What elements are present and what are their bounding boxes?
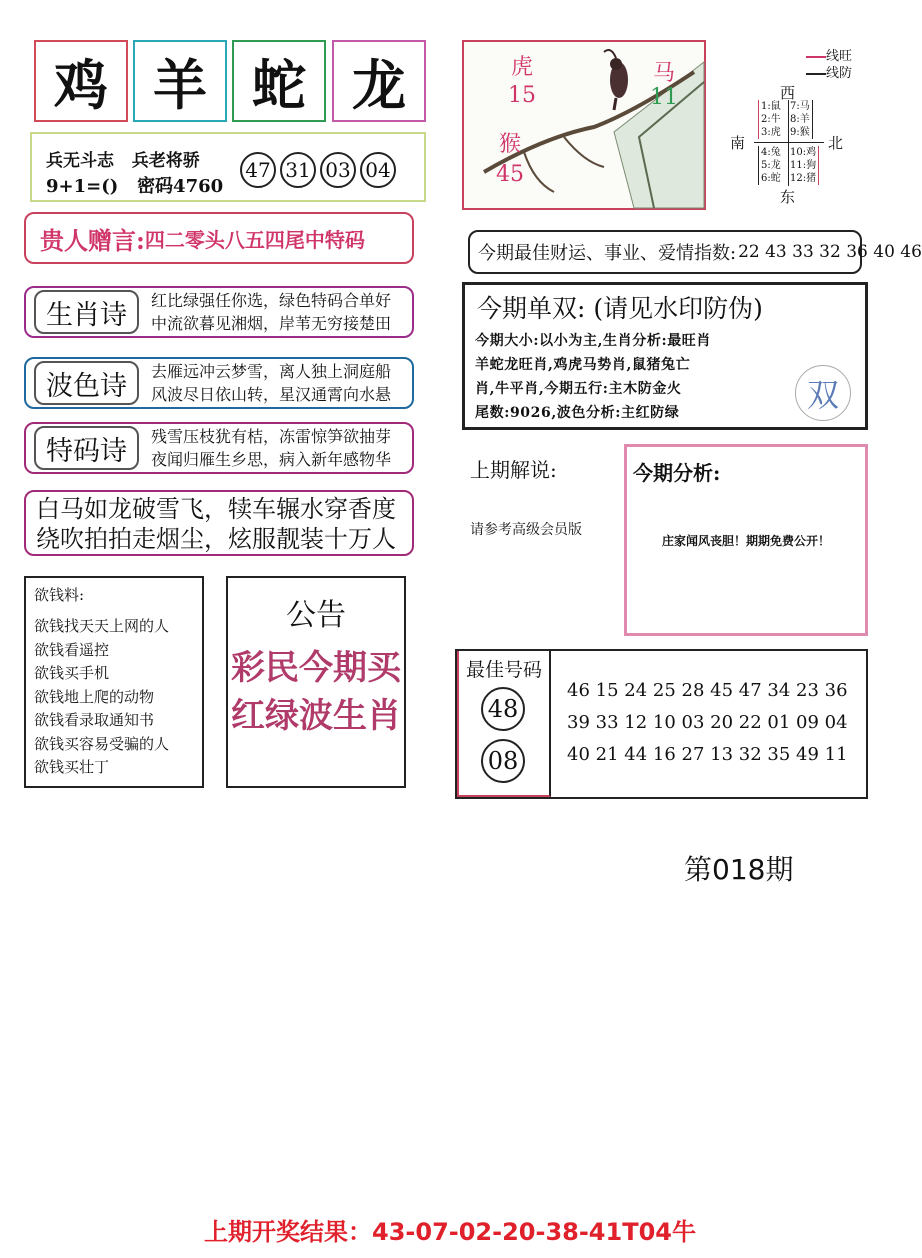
- list-item: 欲钱找天天上网的人: [34, 617, 170, 635]
- compass-entry: 2:牛: [761, 114, 781, 125]
- single-double-title: [477, 289, 763, 325]
- compass-entry: 7:马: [790, 101, 810, 112]
- number-circle: 31: [280, 152, 316, 188]
- compass-south: 南: [730, 134, 746, 152]
- compass-north: 北: [828, 134, 844, 152]
- money-box: [24, 576, 204, 788]
- compass-entry: 4:兔: [761, 147, 781, 158]
- last-result: 上期开奖结果：43-07-02-20-38-41T04牛: [204, 1218, 696, 1246]
- title-text: 今期单双:: [477, 294, 586, 323]
- zodiac-name: 猴: [498, 132, 521, 157]
- big-poem-box: [24, 490, 414, 556]
- gift-label: 贵人赠言:: [40, 225, 145, 255]
- best-numbers-box: [455, 649, 868, 799]
- info-number-circles: [240, 152, 400, 188]
- zodiac-number: 15: [508, 83, 536, 108]
- notice-line: 彩民今期买: [231, 648, 401, 688]
- zodiac-name: 虎: [510, 55, 533, 80]
- money-list: [34, 615, 202, 780]
- gift-box: [24, 212, 414, 264]
- fortune-label: 今期最佳财运、事业、爱情指数:: [478, 243, 737, 264]
- poem-text: [151, 425, 391, 471]
- fortune-box: [468, 230, 922, 274]
- watermark-circle: [795, 365, 851, 421]
- info-text: 9+1=(): [46, 176, 119, 197]
- line-legend: [806, 48, 852, 82]
- compass-entry: 10:鸡: [790, 147, 817, 158]
- best-circle: 48: [481, 687, 525, 731]
- last-explain-title: 上期解说:: [470, 458, 557, 482]
- compass-entry: 12:猪: [790, 173, 817, 184]
- big-poem-line: 绕吹拍拍走烟尘，炫服靓装十万人: [36, 525, 396, 553]
- list-item: 欲钱地上爬的动物: [34, 687, 155, 706]
- info-line-1: [46, 146, 200, 171]
- analysis-line: 肖,牛平肖,今期五行:主木防金火: [475, 381, 682, 397]
- fortune-numbers: 22 43 33 32 36 40 46: [738, 242, 922, 262]
- zodiac-name: 马: [652, 61, 675, 86]
- analysis-title: 今期分析:: [633, 461, 721, 485]
- poem-line: 中流欲暮见湘烟，岸苇无穷接楚田: [151, 314, 392, 333]
- compass-group: [758, 146, 781, 185]
- compass-vline: [788, 100, 789, 186]
- compass-west: 西: [780, 84, 796, 102]
- compass-hline: [754, 142, 824, 143]
- compass-group: [790, 146, 819, 185]
- legend-text: 线防: [826, 66, 853, 81]
- info-line-2: [46, 172, 223, 198]
- zodiac-box-4: [332, 40, 426, 122]
- horse-label: [650, 62, 678, 110]
- title-paren: (请见水印防伪): [593, 294, 763, 323]
- zodiac-box-2: [133, 40, 227, 122]
- compass: [730, 82, 850, 206]
- compass-entry: 6:蛇: [761, 173, 781, 184]
- analysis-line: 尾数:9026,波色分析:主红防绿: [475, 405, 680, 421]
- poem-label: 波色诗: [34, 361, 139, 405]
- poem-line: 去雁远冲云梦雪，离人独上洞庭船: [151, 362, 392, 381]
- poem-line: 夜闻归雁生乡思，病入新年感物华: [151, 450, 392, 469]
- best-numbers-left: [457, 651, 551, 797]
- number-circle: 47: [240, 152, 276, 188]
- compass-group: [758, 100, 781, 139]
- poem-line: 残雪压枝犹有桔，冻雷惊笋欲抽芽: [151, 427, 392, 446]
- money-title: 欲钱料:: [34, 586, 85, 604]
- painting-box: [462, 40, 706, 210]
- analysis-line: 今期大小:以小为主,生肖分析:最旺肖: [475, 333, 712, 349]
- compass-entry: 9:猴: [790, 127, 810, 138]
- last-explain: [470, 454, 620, 539]
- last-explain-text: 请参考高级会员版: [470, 522, 582, 538]
- poem-line: 风波尽日依山转，星汉通霄向水悬: [151, 385, 392, 404]
- special-poem-box: [24, 422, 414, 474]
- zodiac-char: 蛇: [252, 52, 306, 117]
- best-circle: 08: [481, 739, 525, 783]
- compass-entry: 3:虎: [761, 127, 781, 138]
- poem-line: 红比绿强任你选，绿色特码合单好: [151, 291, 392, 310]
- number-circle: 03: [320, 152, 356, 188]
- compass-east: 东: [780, 188, 796, 206]
- monkey-label: [496, 130, 524, 190]
- compass-entry: 1:鼠: [761, 101, 781, 112]
- analysis-text: 庄家闻风丧胆！期期免费公开！: [661, 534, 830, 548]
- zodiac-box-1: [34, 40, 128, 122]
- zodiac-box-3: [232, 40, 326, 122]
- info-text: 兵无斗志: [46, 151, 114, 171]
- info-text: 兵老将骄: [131, 151, 200, 171]
- compass-group: [790, 100, 813, 139]
- best-number-rows: [567, 675, 848, 771]
- number-row: 39 33 12 10 03 20 22 01 09 04: [567, 712, 848, 733]
- notice-line: 红绿波生肖: [231, 696, 401, 736]
- compass-entry: 11:狗: [790, 160, 817, 171]
- number-row: 46 15 24 25 28 45 47 34 23 36: [567, 680, 848, 701]
- notice-box: [226, 576, 406, 788]
- tiger-label: [508, 54, 536, 110]
- best-title: 最佳号码: [465, 659, 542, 681]
- legend-red: [806, 48, 852, 65]
- zodiac-char: 鸡: [54, 52, 108, 117]
- poem-label: 特码诗: [34, 426, 139, 470]
- legend-dark: [806, 65, 852, 82]
- gift-text: 四二零头八五四尾中特码: [144, 227, 365, 252]
- list-item: 欲钱买容易受骗的人: [34, 734, 170, 753]
- color-poem-box: [24, 357, 414, 409]
- notice-title: 公告: [286, 598, 346, 633]
- legend-text: 线旺: [826, 49, 853, 64]
- list-item: 欲钱看遥控: [34, 640, 110, 659]
- poem-text: [151, 360, 391, 406]
- list-item: 欲钱买壮丁: [34, 758, 110, 776]
- zodiac-poem-box: [24, 286, 414, 338]
- zodiac-number: 11: [650, 85, 678, 110]
- watermark-text: 双: [806, 376, 839, 414]
- compass-entry: 5:龙: [761, 160, 781, 171]
- list-item: 欲钱买手机: [34, 664, 110, 682]
- zodiac-char: 羊: [153, 52, 207, 117]
- analysis-box: [624, 444, 868, 636]
- single-double-lines: [475, 329, 711, 425]
- list-item: 欲钱看录取通知书: [34, 711, 155, 729]
- single-double-box: [462, 282, 868, 430]
- poem-text: [151, 289, 391, 335]
- info-box: [30, 132, 426, 202]
- analysis-line: 羊蛇龙旺肖,鸡虎马势肖,鼠猪兔亡: [475, 357, 691, 373]
- big-poem-line: 白马如龙破雪飞，犊车辗水穿香度: [36, 495, 396, 523]
- zodiac-char: 龙: [352, 52, 406, 117]
- poem-label: 生肖诗: [34, 290, 139, 334]
- issue-number: 第018期: [684, 853, 794, 886]
- number-row: 40 21 44 16 27 13 32 35 49 11: [567, 744, 848, 765]
- number-circle: 04: [360, 152, 396, 188]
- password-text: 密码4760: [137, 176, 224, 197]
- zodiac-number: 45: [496, 162, 524, 187]
- compass-entry: 8:羊: [790, 114, 810, 125]
